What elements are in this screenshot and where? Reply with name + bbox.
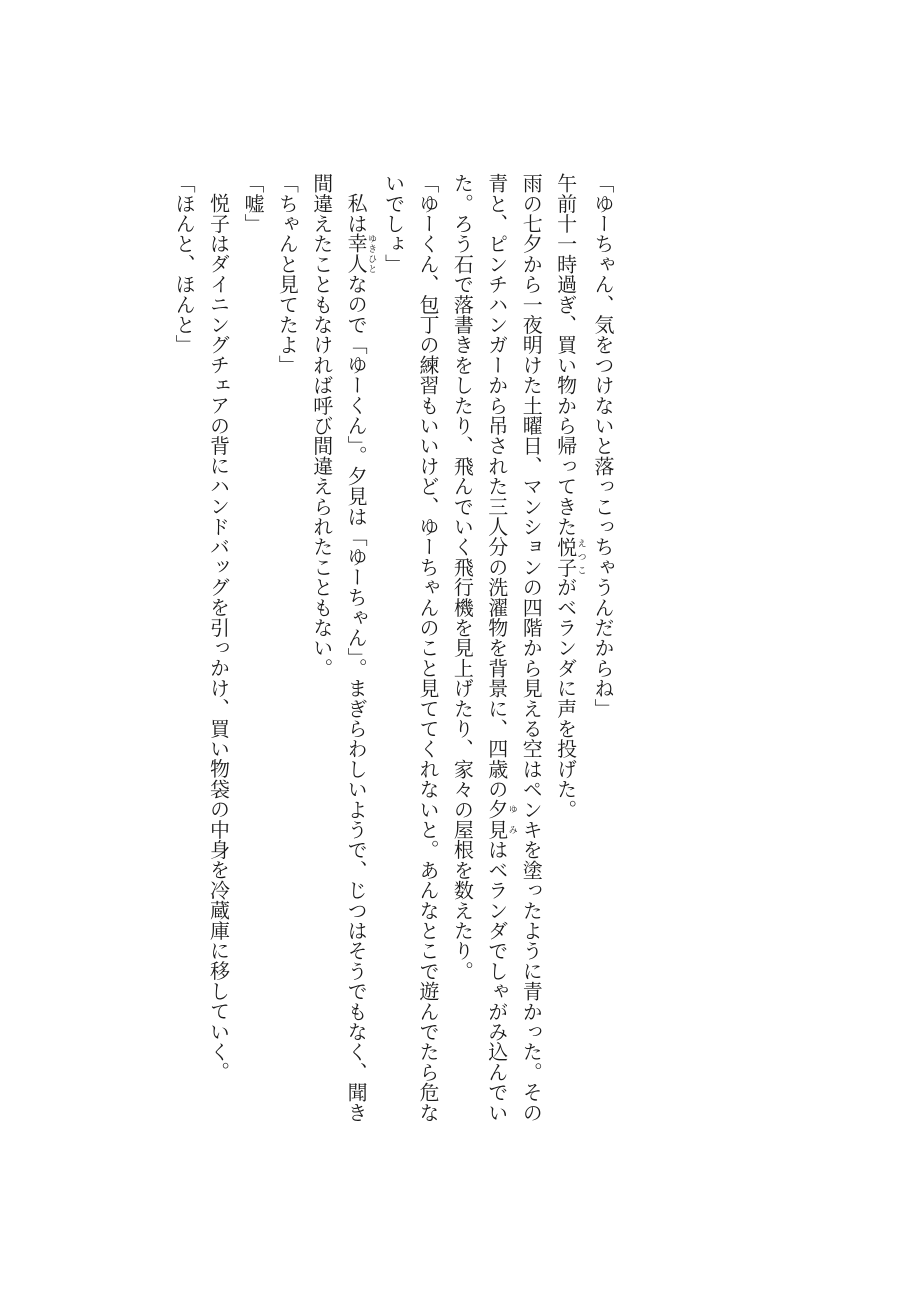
paragraph-7: 「嘘」 [240,173,265,234]
paragraph-2: 午前十一時過ぎ、買い物から帰ってきた悦子えつこがベランダに声を投げた。 [553,173,586,820]
paragraph-5: 私は幸人ゆきひとなので「ゆーくん」。夕見は「ゆーちゃん」。まぎらわしいようで、じつはそうでもなく、聞き間違えたこともなければ呼び間違えられたこともない。 [309,173,377,1123]
paragraph-4: 「ゆーくん、包丁の練習もいいけど、ゆーちゃんのこと見ててくれないと。あんなとこで遊んでたら危ないでしょ」 [381,173,440,1123]
ruby-yukito: 幸人ゆきひと [344,233,377,274]
ruby-etsuko: 悦子えつこ [553,536,586,578]
paragraph-8: 悦子はダイニングチェアの背にハンドバッグを引っかけ、買い物袋の中身を冷蔵庫に移していく。 [206,193,231,1082]
paragraph-3: 雨の七夕から一夜明けた土曜日、マンションの四階から見える空はペンキを塗ったように青かった。その青と、ピンチハンガーから吊された三人分の洗濯物を背景に、四歳の夕見ゆみはベランダでしゃがみ込んでいた。ろう石で落書きをしたり、飛んでいく飛行機を見上げたり、家々の屋根を数えたり。 [450,173,544,1123]
paragraph-9: 「ほんと、ほんと」 [172,173,197,355]
ruby-yumi: 夕見ゆみ [484,799,517,840]
paragraph-1: 「ゆーちゃん、気をつけないと落っこっちゃうんだからね」 [591,173,615,719]
paragraph-6: 「ちゃんと見てたよ」 [275,173,300,375]
vertical-text-body [167,173,620,1133]
